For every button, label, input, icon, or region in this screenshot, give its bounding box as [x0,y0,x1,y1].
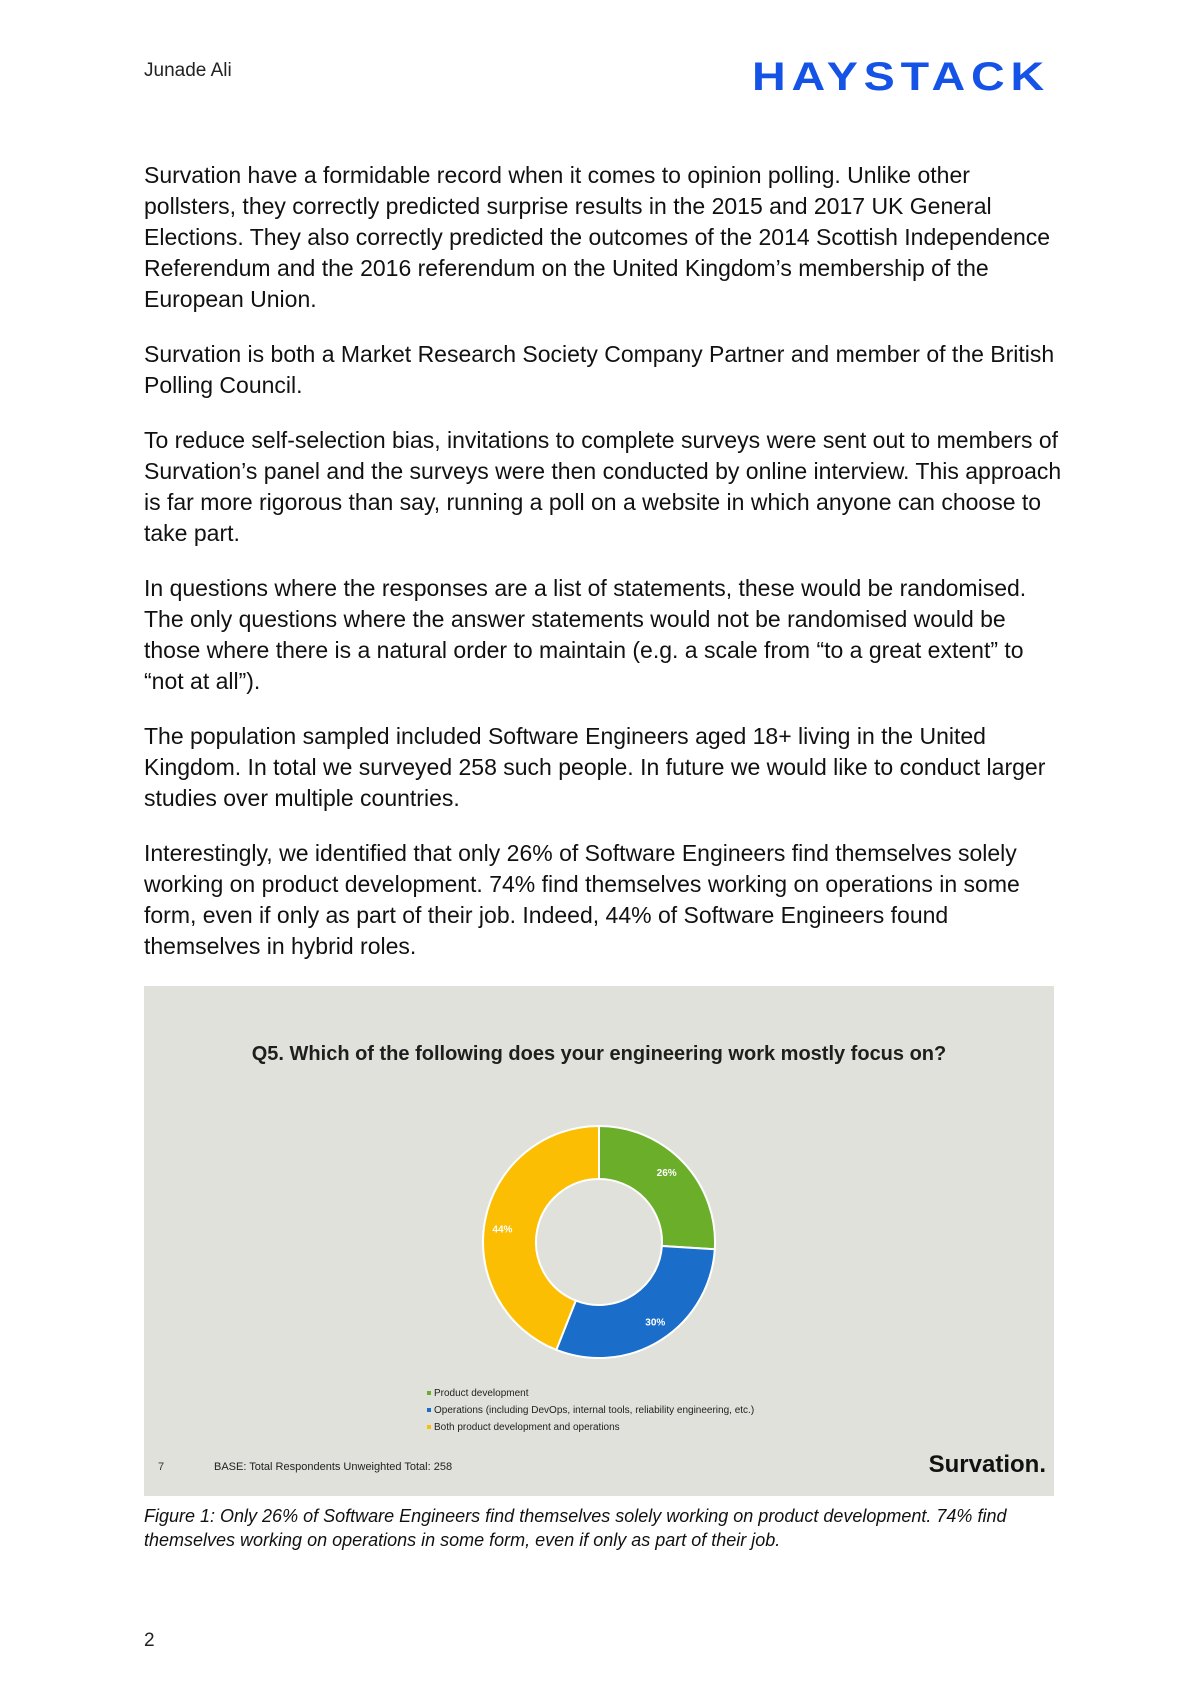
donut-value-label: 26% [656,1167,677,1179]
author-name: Junade Ali [144,60,232,81]
chart-title: Q5. Which of the following does your engineering work mostly focus on? [251,1043,947,1065]
body-text [144,160,1064,986]
paragraph-randomisation: In questions where the responses are a list of statements, these would be randomised. The only questions where the answer statements would not be randomised would be those where there is a natural order to maintain (e.g. a scale from “to a great extent” to “not at all”). [144,575,1027,694]
donut-slice-product-development [599,1126,715,1249]
legend-label: Product development [434,1388,529,1399]
paragraph-survation-record: Survation have a formidable record when it comes to opinion polling. Unlike other pollsters, they correctly predicted surprise results in the 2015 and 2017 UK General Elections. They also correctly predicted the outcomes of the 2014 Scottish Independence Referendum and the 2016 referendum on the United Kingdom’s membership of the European Union. [144,162,1051,312]
figure-survey-chart [144,986,1054,1496]
legend-swatch [427,1408,431,1412]
donut-slices [483,1126,715,1358]
base-note: BASE: Total Respondents Unweighted Total: 258 [214,1461,453,1473]
donut-slice-operations-including-devops-in [556,1246,714,1358]
haystack-logo [752,52,1054,96]
donut-value-label: 30% [645,1317,666,1329]
paragraph-selection-bias: To reduce self-selection bias, invitations to complete surveys were sent out to members of Survation’s panel and the surveys were then conducted by online interview. This approach is far more rigorous than say, running a poll on a website in which anyone can choose to take part. [144,427,1062,546]
paragraph-findings: Interestingly, we identified that only 26% of Software Engineers find themselves solely working on product development. 74% find themselves working on operations in some form, even if only as part of their job. Indeed, 44% of Software Engineers found themselves in hybrid roles. [144,840,1020,959]
chart-legend [427,1388,754,1433]
legend-label: Operations (including DevOps, internal tools, reliability engineering, etc.) [434,1405,755,1416]
logo-text: HAYSTACK [752,55,1050,96]
donut-chart [144,986,1054,1496]
legend-label: Both product development and operations [434,1422,620,1433]
slide-number: 7 [158,1461,165,1473]
legend-swatch [427,1425,431,1429]
page-number: 2 [144,1630,155,1651]
donut-value-label: 44% [492,1224,513,1236]
survation-brand: Survation. [928,1451,1046,1478]
paragraph-survation-membership: Survation is both a Market Research Society Company Partner and member of the British Polling Council. [144,341,1055,398]
paragraph-population: The population sampled included Software Engineers aged 18+ living in the United Kingdom. In total we surveyed 258 such people. In future we would like to conduct larger studies over multiple countries. [144,723,1046,811]
figure-caption: Figure 1: Only 26% of Software Engineers find themselves solely working on product development. 74% find themselves working on operations in some form, even if only as part of their job. [144,1506,1007,1550]
legend-swatch [427,1391,431,1395]
